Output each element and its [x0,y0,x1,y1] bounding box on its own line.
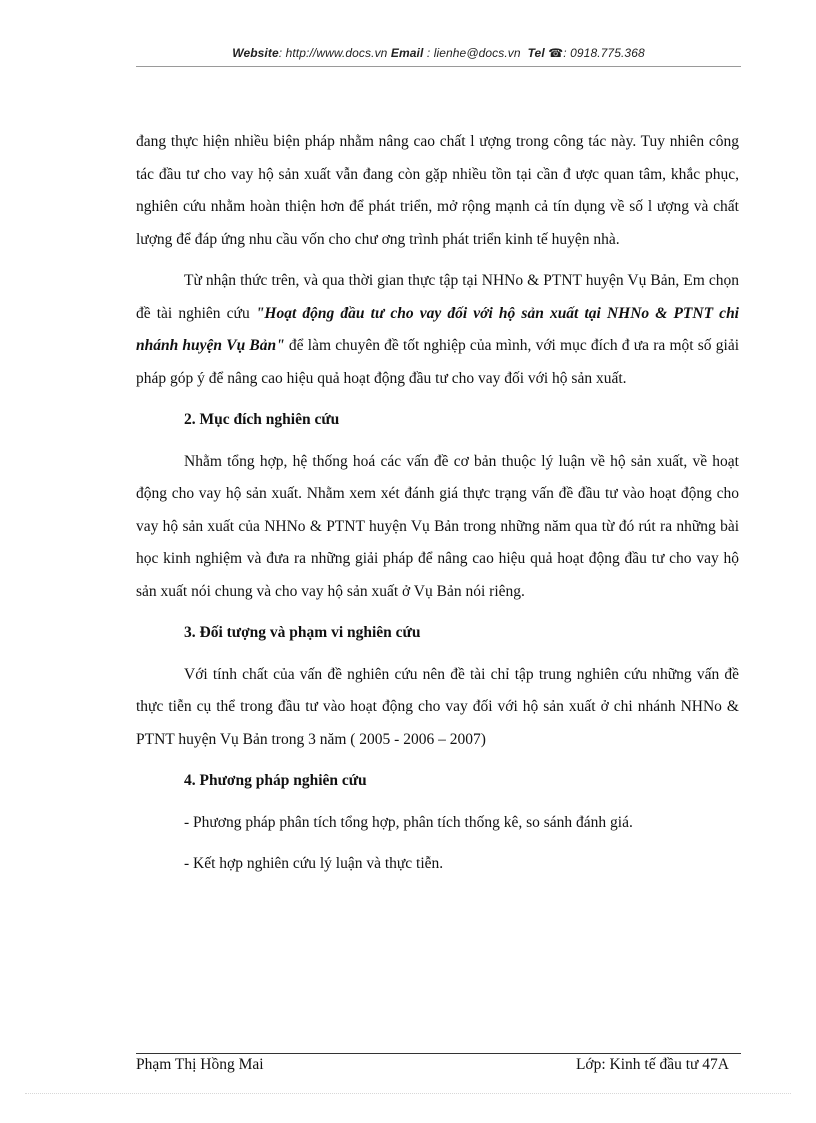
heading-research-purpose: 2. Mục đích nghiên cứu [184,411,340,428]
email-value: : lienhe@docs.vn [423,46,521,60]
phone-icon: ☎ [548,46,564,60]
topic-selection-end: để làm chuyên đề tốt nghiệp của mình, với mục đích đ ưa ra một số giải pháp góp ý để nâng cao hiệu quả hoạt động đầu tư cho vay đối với hộ sản xuất. [136,337,739,387]
paragraph-research-scope: Với tính chất của vấn đề nghiên cứu nên đề tài chỉ tập trung nghiên cứu những vấn đề thực tiễn cụ thể trong đầu tư vào hoạt động cho vay đối với hộ sản xuất ở chi nhánh NHNo & PTNT huyện Vụ Bản trong 3 năm ( 2005 - 2006 – 2007) [136,665,739,748]
heading-research-scope: 3. Đối tượng và phạm vi nghiên cứu [184,624,421,641]
thesis-title: "Hoạt động đầu tư cho vay đối với hộ sản xuất tại NHNo & PTNT chi nhánh huyện Vụ Bản" [136,304,739,354]
list-item-method-2: - Kết hợp nghiên cứu lý luận và thực tiễn. [184,855,444,872]
email-label: Email [390,46,424,60]
footer-author: Phạm Thị Hồng Mai [136,1056,264,1073]
paragraph-research-purpose: Nhằm tổng hợp, hệ thống hoá các vấn đề cơ bản thuộc lý luận về hộ sản xuất, về hoạt động cho vay hộ sản xuất. Nhằm xem xét đánh giá thực trạng vấn đề đầu tư vào hoạt động cho vay hộ sản xuất của NHNo & PTNT huyện Vụ Bản trong những năm qua từ đó rút ra những bài học kinh nghiệm và đưa ra những giải pháp để nâng cao hiệu quả hoạt động đầu tư cho vay hộ sản xuất nói chung và cho vay hộ sản xuất ở Vụ Bản nói riêng. [136,452,739,600]
footer-class: Lớp: Kinh tế đầu tư 47A [575,1056,729,1073]
page-header [136,46,741,60]
header-divider [136,66,741,67]
page-edge-line [25,1093,791,1094]
website-label: Website [232,46,279,60]
document-body [136,126,739,881]
footer-divider [136,1053,741,1054]
topic-selection-start: Từ nhận thức trên, và qua thời gian thực tập tại NHNo & PTNT huyện Vụ Bản, Em chọn đề tài nghiên cứu [136,272,739,322]
list-item-method-1: - Phương pháp phân tích tổng hợp, phân tích thống kê, so sánh đánh giá. [184,813,633,831]
website-value: : http://www.docs.vn [278,46,388,60]
paragraph-topic-selection [136,265,739,395]
tel-value: : 0918.775.368 [563,46,645,60]
paragraph-intro-continued: đang thực hiện nhiều biện pháp nhằm nâng cao chất l ượng trong công tác này. Tuy nhiên công tác đầu tư cho vay hộ sản xuất vẫn đang còn gặp nhiều tồn tại cần đ ược quan tâm, khắc phục, nghiên cứu nhằm hoàn thiện hơn để phát triển, mở rộng mạnh cả tín dụng về số l ượng và chất lượng để đáp ứng nhu cầu vốn cho chư ơng trình phát triển kinh tế huyện nhà. [136,133,739,248]
tel-label: Tel [527,46,545,60]
heading-research-method: 4. Phương pháp nghiên cứu [184,772,367,789]
